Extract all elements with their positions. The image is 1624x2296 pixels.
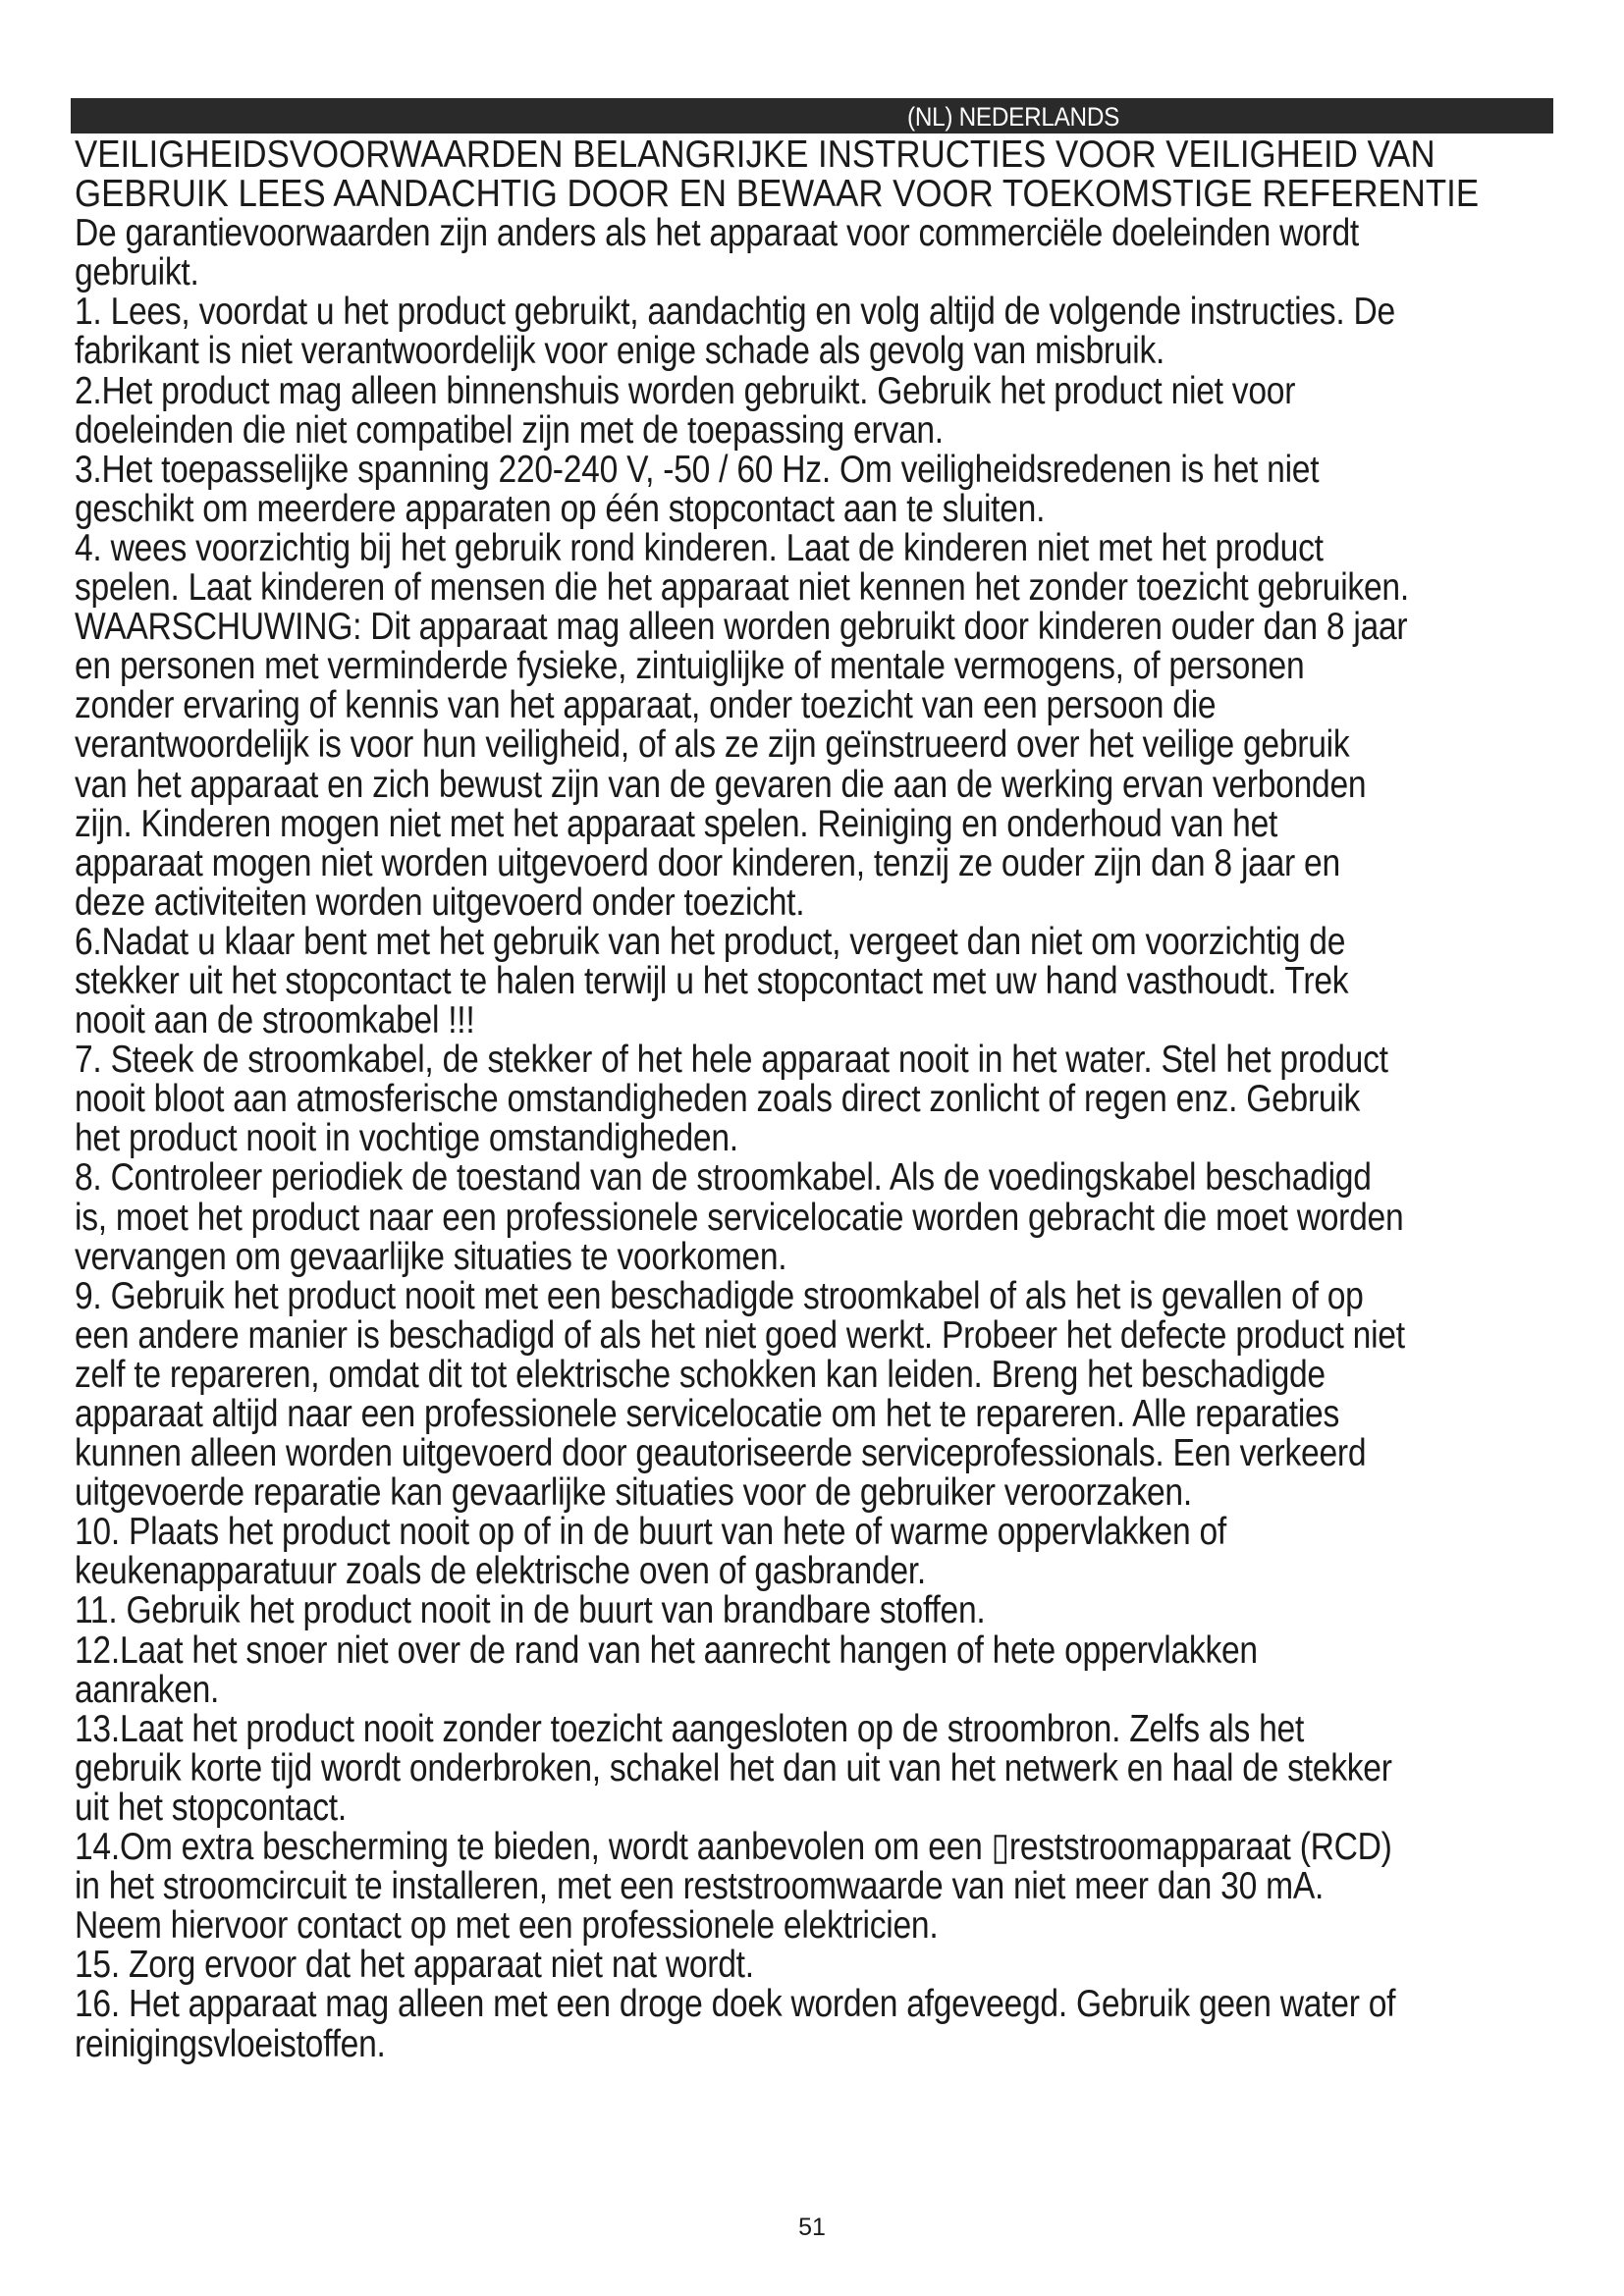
body-line: van het apparaat en zich bewust zijn van de gevaren die aan de werking ervan verbonden	[75, 763, 1367, 806]
heading-line: VEILIGHEIDSVOORWAARDEN BELANGRIJKE INSTRUCTIES VOOR VEILIGHEID VAN	[75, 133, 1435, 176]
body-line: een andere manier is beschadigd of als het niet goed werkt. Probeer het defecte product niet	[75, 1313, 1405, 1357]
body-line: is, moet het product naar een professionele servicelocatie worden gebracht die moet worden	[75, 1196, 1404, 1239]
language-header-bar	[71, 98, 1553, 133]
body-line: keukenapparatuur zoals de elektrische oven of gasbrander.	[75, 1550, 926, 1593]
body-line: nooit aan de stroomkabel !!!	[75, 999, 475, 1042]
body-line: 1. Lees, voordat u het product gebruikt, aandachtig en volg altijd de volgende instructies. De	[75, 291, 1395, 334]
body-line: uitgevoerde reparatie kan gevaarlijke situaties voor de gebruiker veroorzaken.	[75, 1471, 1192, 1515]
body-line: 16. Het apparaat mag alleen met een droge doek worden afgeveegd. Gebruik geen water of	[75, 1983, 1396, 2026]
body-line: zonder ervaring of kennis van het apparaat, onder toezicht van een persoon die	[75, 684, 1217, 727]
body-line: 14.Om extra bescherming te bieden, wordt aanbevolen om een ▯reststroomapparaat (RCD)	[75, 1826, 1392, 1869]
body-line: gebruikt.	[75, 251, 199, 294]
body-line: 11. Gebruik het product nooit in de buurt van brandbare stoffen.	[75, 1589, 986, 1632]
page-number: 51	[798, 2214, 826, 2241]
body-line: geschikt om meerdere apparaten op één stopcontact aan te sluiten.	[75, 487, 1046, 530]
body-line: Neem hiervoor contact op met een professionele elektricien.	[75, 1904, 939, 1948]
body-line: 4. wees voorzichtig bij het gebruik rond kinderen. Laat de kinderen niet met het product	[75, 526, 1324, 569]
body-line: kunnen alleen worden uitgevoerd door geautoriseerde serviceprofessionals. Een verkeerd	[75, 1432, 1367, 1475]
body-line: 15. Zorg ervoor dat het apparaat niet nat wordt.	[75, 1944, 754, 1987]
body-line: zijn. Kinderen mogen niet met het apparaat spelen. Reiniging en onderhoud van het	[75, 802, 1278, 845]
body-line: fabrikant is niet verantwoordelijk voor enige schade als gevolg van misbruik.	[75, 330, 1165, 373]
body-line: stekker uit het stopcontact te halen terwijl u het stopcontact met uw hand vasthoudt. Trek	[75, 959, 1349, 1002]
body-line: reinigingsvloeistoffen.	[75, 2022, 386, 2065]
body-line: WAARSCHUWING: Dit apparaat mag alleen worden gebruikt door kinderen ouder dan 8 jaar	[75, 606, 1408, 649]
body-line: 10. Plaats het product nooit op of in de buurt van hete of warme oppervlakken of	[75, 1511, 1226, 1554]
heading-line: GEBRUIK LEES AANDACHTIG DOOR EN BEWAAR VOOR TOEKOMSTIGE REFERENTIE	[75, 173, 1480, 216]
body-line: 3.Het toepasselijke spanning 220-240 V, -50 / 60 Hz. Om veiligheidsredenen is het niet	[75, 448, 1320, 491]
body-line: nooit bloot aan atmosferische omstandigheden zoals direct zonlicht of regen enz. Gebruik	[75, 1078, 1361, 1121]
body-line: 7. Steek de stroomkabel, de stekker of het hele apparaat nooit in het water. Stel het product	[75, 1039, 1388, 1082]
body-line: gebruik korte tijd wordt onderbroken, schakel het dan uit van het netwerk en haal de stekker	[75, 1746, 1392, 1789]
body-line: uit het stopcontact.	[75, 1786, 347, 1829]
body-line: zelf te repareren, omdat dit tot elektrische schokken kan leiden. Breng het beschadigde	[75, 1353, 1326, 1396]
body-line: 9. Gebruik het product nooit met een beschadigde stroomkabel of als het is gevallen of op	[75, 1274, 1364, 1317]
body-line: apparaat altijd naar een professionele servicelocatie om het te repareren. Alle reparaties	[75, 1393, 1340, 1435]
body-line: 12.Laat het snoer niet over de rand van het aanrecht hangen of hete oppervlakken	[75, 1629, 1258, 1672]
body-line: 2.Het product mag alleen binnenshuis worden gebruikt. Gebruik het product niet voor	[75, 369, 1296, 412]
language-label: (NL) NEDERLANDS	[907, 102, 1120, 132]
body-line: het product nooit in vochtige omstandigheden.	[75, 1117, 738, 1160]
body-line: deze activiteiten worden uitgevoerd onder toezicht.	[75, 881, 805, 924]
body-line: 13.Laat het product nooit zonder toezicht aangesloten op de stroombron. Zelfs als het	[75, 1707, 1305, 1750]
body-line: apparaat mogen niet worden uitgevoerd door kinderen, tenzij ze ouder zijn dan 8 jaar en	[75, 841, 1340, 884]
body-line: doeleinden die niet compatibel zijn met de toepassing ervan.	[75, 408, 944, 452]
body-line: aanraken.	[75, 1668, 220, 1711]
body-line: De garantievoorwaarden zijn anders als het apparaat voor commerciële doeleinden wordt	[75, 212, 1359, 255]
body-line: in het stroomcircuit te installeren, met een reststroomwaarde van niet meer dan 30 mA.	[75, 1865, 1325, 1908]
body-line: spelen. Laat kinderen of mensen die het apparaat niet kennen het zonder toezicht gebruiken.	[75, 566, 1409, 610]
body-line: vervangen om gevaarlijke situaties te voorkomen.	[75, 1235, 787, 1278]
body-line: 8. Controleer periodiek de toestand van de stroomkabel. Als de voedingskabel beschadigd	[75, 1156, 1372, 1200]
body-line: 6.Nadat u klaar bent met het gebruik van het product, vergeet dan niet om voorzichtig de	[75, 920, 1346, 963]
body-line: en personen met verminderde fysieke, zintuiglijke of mentale vermogens, of personen	[75, 645, 1305, 688]
safety-instructions-text	[75, 135, 1545, 2064]
body-line: verantwoordelijk is voor hun veiligheid, of als ze zijn geïnstrueerd over het veilige gebruik	[75, 723, 1350, 767]
